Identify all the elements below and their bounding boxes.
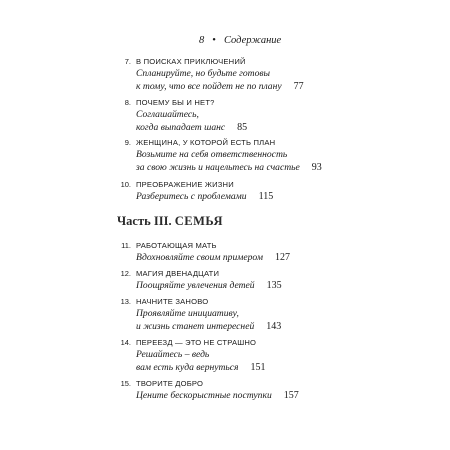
toc-entry[interactable] (117, 56, 357, 93)
entry-number: 8. (124, 98, 131, 107)
toc-entry[interactable] (117, 179, 357, 204)
entry-title: МАГИЯ ДВЕНАДЦАТИ (136, 269, 220, 278)
entry-title: ПОЧЕМУ БЫ И НЕТ? (136, 98, 215, 107)
entry-subtitle-line2: вам есть куда вернуться 151 (136, 361, 266, 373)
entry-subtitle: Поощряйте увлечения детей 135 (136, 280, 282, 291)
entry-subtitle: Цените бескорыстные поступки 157 (136, 390, 299, 401)
toc-entry[interactable] (117, 378, 357, 403)
entry-title: РАБОТАЮЩАЯ МАТЬ (136, 241, 217, 250)
entry-subtitle-line2: за свою жизнь и нацельтесь на счастье 93 (136, 161, 322, 173)
entry-title: НАЧНИТЕ ЗАНОВО (136, 297, 209, 306)
header-separator: • (212, 35, 216, 46)
entry-title: ПРЕОБРАЖЕНИЕ ЖИЗНИ (136, 180, 234, 189)
entry-subtitle: Решайтесь – ведь (136, 349, 210, 360)
entry-subtitle: Соглашайтесь, (136, 109, 199, 120)
entry-subtitle: Вдохновляйте своим примером 127 (136, 252, 290, 263)
entry-page: 127 (274, 252, 290, 263)
entry-subtitle: Возьмите на себя ответственность (136, 149, 288, 160)
page-number: 8 (199, 35, 205, 46)
entry-title: ЖЕНЩИНА, У КОТОРОЙ ЕСТЬ ПЛАН (136, 138, 276, 147)
entry-number: 7. (124, 57, 131, 66)
entry-subtitle-line2: когда выпадает шанс 85 (136, 121, 248, 133)
entry-page: 85 (237, 121, 248, 133)
entry-number: 14. (120, 338, 131, 347)
entry-page: 135 (266, 280, 282, 291)
entry-page: 93 (311, 161, 322, 173)
entry-subtitle: Проявляйте инициативу, (136, 308, 239, 319)
section-title: Содержание (223, 35, 282, 46)
entry-number: 10. (120, 180, 131, 189)
entry-page: 151 (250, 361, 266, 373)
entry-number: 9. (124, 138, 131, 147)
part-title: СЕМЬЯ (174, 214, 223, 228)
toc-entry[interactable] (117, 97, 357, 134)
part-heading (117, 214, 223, 229)
entry-page: 157 (283, 390, 299, 401)
entry-subtitle: Спланируйте, но будьте готовы (136, 68, 271, 79)
entry-title: ПЕРЕЕЗД — ЭТО НЕ СТРАШНО (136, 338, 257, 347)
entry-number: 12. (120, 269, 131, 278)
toc-entry[interactable] (117, 137, 357, 174)
entry-subtitle-line2: к тому, что все пойдет не по плану 77 (136, 80, 304, 92)
running-header (199, 35, 281, 46)
entry-title: В ПОИСКАХ ПРИКЛЮЧЕНИЙ (136, 57, 246, 66)
entry-number: 15. (120, 379, 131, 388)
entry-number: 13. (120, 297, 131, 306)
entry-number: 11. (121, 241, 131, 250)
toc-entry[interactable] (117, 296, 357, 333)
entry-subtitle-line2: и жизнь станет интересней 143 (136, 320, 282, 332)
toc-entry[interactable] (117, 337, 357, 374)
entry-page: 77 (293, 80, 304, 92)
entry-page: 143 (266, 320, 282, 332)
entry-page: 115 (258, 191, 274, 202)
toc-entry[interactable] (117, 268, 357, 293)
entry-title: ТВОРИТЕ ДОБРО (136, 379, 204, 388)
entry-subtitle: Разберитесь с проблемами 115 (136, 191, 274, 202)
toc-entry[interactable] (117, 240, 357, 265)
part-label: Часть III. (117, 214, 172, 228)
